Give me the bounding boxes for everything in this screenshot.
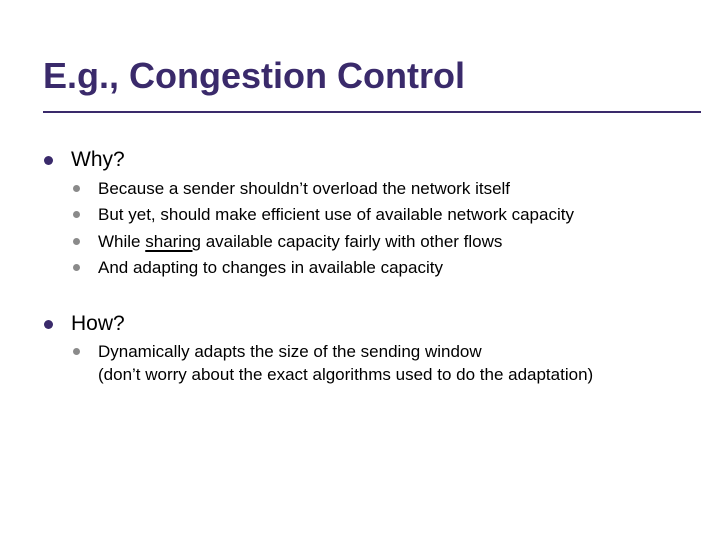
sub-bullet-icon	[73, 238, 80, 245]
bullet-icon	[44, 320, 53, 329]
bullet-icon	[44, 156, 53, 165]
section-heading-how: How?	[71, 312, 125, 335]
sub-bullet-icon	[73, 264, 80, 271]
title-divider	[43, 111, 701, 113]
sub-bullet-icon	[73, 185, 80, 192]
list-item-text-before: While	[98, 232, 146, 251]
section-heading-why: Why?	[71, 148, 125, 171]
emphasized-word: sharing	[145, 232, 201, 251]
sub-bullet-icon	[73, 348, 80, 355]
list-item: Dynamically adapts the size of the sending window	[98, 342, 482, 361]
sub-bullet-icon	[73, 211, 80, 218]
list-item: And adapting to changes in available capacity	[98, 258, 443, 277]
list-item: But yet, should make efficient use of available network capacity	[98, 205, 574, 224]
list-item	[98, 231, 502, 253]
list-item-continuation: (don’t worry about the exact algorithms used to do the adaptation)	[98, 365, 594, 384]
list-item-text-after: available capacity fairly with other flows	[201, 232, 503, 251]
slide-title: E.g., Congestion Control	[43, 55, 465, 96]
list-item: Because a sender shouldn’t overload the network itself	[98, 179, 511, 198]
